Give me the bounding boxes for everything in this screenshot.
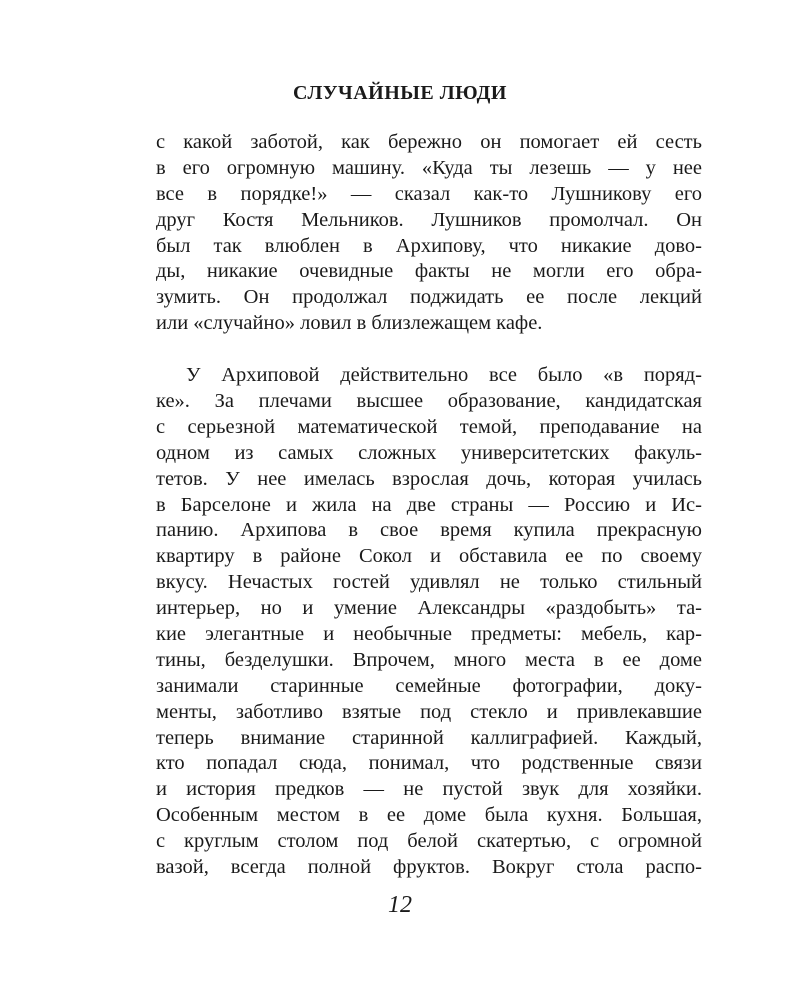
text-line: менты, заботливо взятые под стекло и привлекавшие <box>156 700 702 723</box>
text-line: панию. Архипова в свое время купила прекрасную <box>156 519 702 542</box>
page-number: 12 <box>388 892 412 918</box>
text-line: или «случайно» ловил в близлежащем кафе. <box>156 312 543 335</box>
running-head: СЛУЧАЙНЫЕ ЛЮДИ <box>293 82 507 104</box>
text-line: кие элегантные и необычные предметы: мебель, кар- <box>156 623 702 646</box>
text-line: с какой заботой, как бережно он помогает ей сесть <box>156 131 702 153</box>
text-line: ды, никакие очевидные факты не могли его обра- <box>156 260 702 283</box>
text-line: тины, безделушки. Впрочем, много места в ее доме <box>156 648 702 671</box>
text-line: все в порядке!» — сказал как-то Лушникову его <box>156 182 702 205</box>
text-line: У Архиповой действительно все было «в поряд- <box>186 364 702 387</box>
text-line: тетов. У нее имелась взрослая дочь, которая училась <box>156 467 702 490</box>
text-line: занимали старинные семейные фотографии, доку- <box>156 674 702 697</box>
text-line: зумить. Он продолжал поджидать ее после лекций <box>156 286 702 309</box>
paragraph-1 <box>156 130 702 337</box>
text-line: друг Костя Мельников. Лушников промолчал. Он <box>156 208 702 231</box>
text-line: и история предков — не пустой звук для хозяйки. <box>156 778 702 801</box>
text-line: ке». За плечами высшее образование, кандидатская <box>156 390 702 413</box>
text-line: одном из самых сложных университетских факуль- <box>156 441 702 464</box>
body-text <box>156 130 702 881</box>
text-line: был так влюблен в Архипову, что никакие дово- <box>156 234 702 257</box>
text-line: Особенным местом в ее доме была кухня. Большая, <box>156 804 702 827</box>
text-line: квартиру в районе Сокол и обставила ее по своему <box>156 545 702 568</box>
text-line: вазой, всегда полной фруктов. Вокруг стола распо- <box>156 856 702 879</box>
text-line: кто попадал сюда, понимал, что родственные связи <box>156 752 702 775</box>
text-line: с серьезной математической темой, преподавание на <box>156 415 702 438</box>
text-line: интерьер, но и умение Александры «раздобыть» та- <box>156 597 702 620</box>
paragraph-2 <box>156 363 702 881</box>
text-line: с круглым столом под белой скатертью, с огромной <box>156 830 702 853</box>
text-line: вкусу. Нечастых гостей удивлял не только стильный <box>156 571 702 594</box>
text-line: в Барселоне и жила на две страны — Россию и Ис- <box>156 493 702 516</box>
paragraph-spacer <box>156 337 702 363</box>
text-line: теперь внимание старинной каллиграфией. Каждый, <box>156 726 702 749</box>
text-line: в его огромную машину. «Куда ты лезешь — у нее <box>156 156 702 179</box>
